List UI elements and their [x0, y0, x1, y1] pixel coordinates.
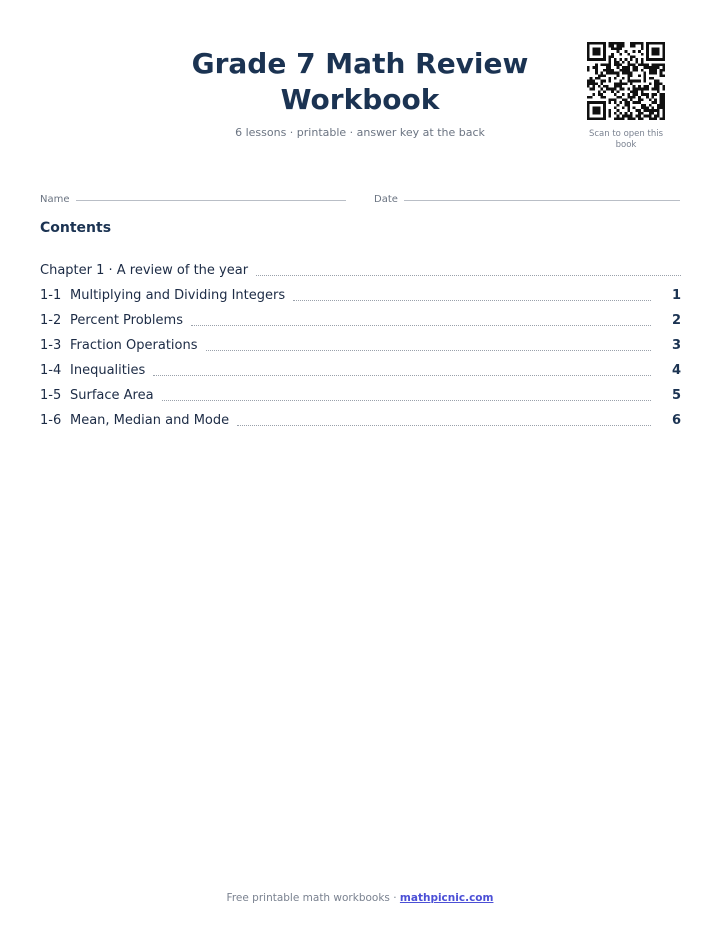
footer-text: Free printable math workbooks · [226, 892, 400, 904]
lesson-number: 1-2 [40, 313, 62, 328]
lesson-title[interactable]: Inequalities [70, 363, 146, 378]
dot-leader [191, 325, 651, 326]
lesson-number: 1-5 [40, 388, 62, 403]
toc-lesson-row[interactable] [40, 355, 681, 380]
name-field[interactable] [40, 192, 346, 206]
dot-leader [293, 300, 651, 301]
lesson-title[interactable]: Multiplying and Dividing Integers [70, 288, 286, 303]
lesson-page: 4 [671, 363, 681, 378]
lesson-title[interactable]: Percent Problems [70, 313, 183, 328]
dot-leader [256, 275, 681, 276]
table-of-contents [40, 255, 681, 430]
contents-heading: Contents [40, 220, 112, 236]
footer-link[interactable]: mathpicnic.com [399, 892, 494, 904]
dot-leader [237, 425, 651, 426]
toc-lesson-row[interactable] [40, 305, 681, 330]
toc-chapter-row [40, 255, 681, 280]
lesson-title[interactable]: Surface Area [70, 388, 154, 403]
toc-lesson-row[interactable] [40, 330, 681, 355]
qr-modules [587, 42, 665, 120]
lesson-number: 1-1 [40, 288, 62, 303]
footer [0, 892, 720, 904]
lesson-page: 5 [671, 388, 681, 403]
date-label: Date [374, 194, 398, 205]
chapter-title: Chapter 1 · A review of the year [40, 263, 249, 278]
lesson-number: 1-6 [40, 413, 62, 428]
workbook-title: Grade 7 Math Review Workbook [191, 47, 529, 116]
name-label: Name [40, 194, 70, 205]
lesson-title[interactable]: Fraction Operations [70, 338, 198, 353]
lesson-page: 1 [671, 288, 681, 303]
lesson-number: 1-4 [40, 363, 62, 378]
qr-block [583, 42, 669, 151]
dot-leader [206, 350, 652, 351]
lesson-page: 3 [671, 338, 681, 353]
date-line[interactable] [404, 200, 680, 201]
lesson-page: 2 [671, 313, 681, 328]
toc-lesson-row[interactable] [40, 405, 681, 430]
dot-leader [153, 375, 651, 376]
date-field[interactable] [374, 192, 680, 206]
lesson-page: 6 [671, 413, 681, 428]
lesson-number: 1-3 [40, 338, 62, 353]
lesson-title[interactable]: Mean, Median and Mode [70, 413, 230, 428]
qr-code-icon[interactable] [587, 42, 665, 120]
name-line[interactable] [76, 200, 346, 201]
dot-leader [162, 400, 651, 401]
qr-caption: Scan to open this book [588, 129, 664, 150]
workbook-subtitle: 6 lessons · printable · answer key at the back [235, 126, 485, 139]
toc-lesson-row[interactable] [40, 380, 681, 405]
toc-lesson-row[interactable] [40, 280, 681, 305]
